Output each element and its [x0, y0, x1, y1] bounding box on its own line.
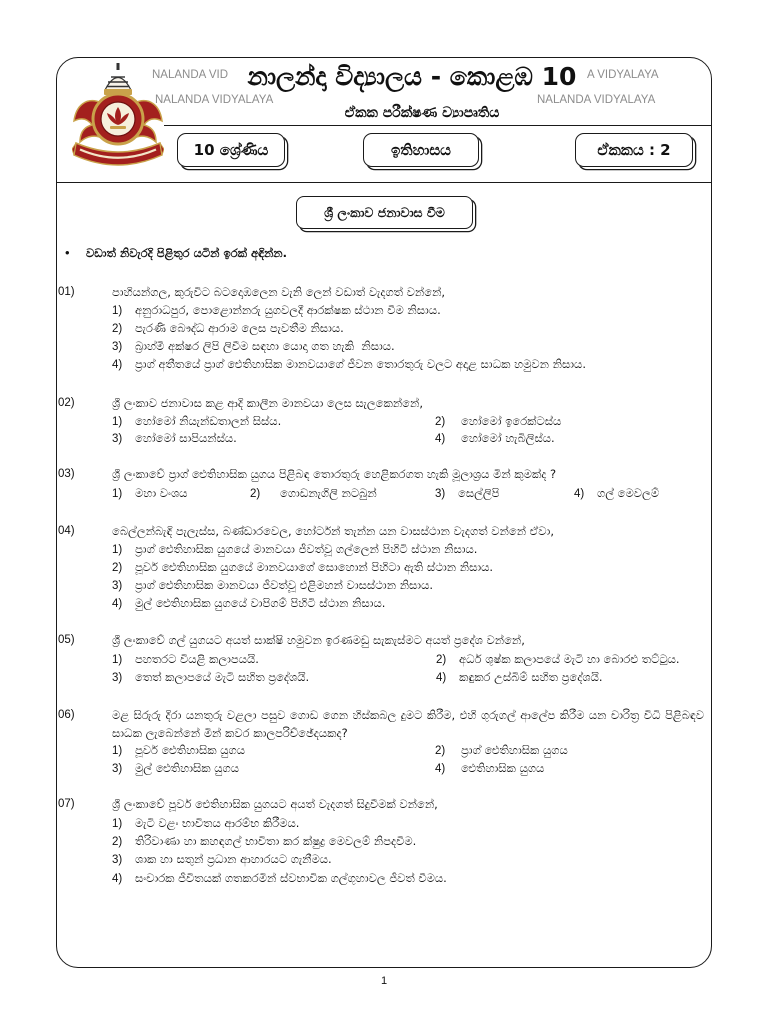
option-3 — [435, 484, 569, 502]
option-number: 2) — [250, 488, 261, 500]
watermark-text: NALANDA VIDYALAYA — [155, 94, 274, 106]
option-3 — [112, 429, 430, 447]
option-4 — [112, 869, 704, 887]
option-number: 1) — [112, 654, 123, 666]
option-3 — [112, 850, 704, 868]
option-text: අර්ධ ශුෂ්ක කලාපයේ මැටි හා බොරළු තට්ටුය. — [459, 652, 680, 666]
option-number: 1) — [112, 416, 123, 428]
option-number: 3) — [112, 580, 123, 592]
option-1 — [112, 540, 704, 558]
option-number: 2) — [112, 562, 123, 574]
option-text: මුල් ඓතිහාසික යුගයේ වාපිගම් පිහිටි ස්ථාන නිසාය. — [135, 596, 386, 610]
option-number: 3) — [112, 763, 123, 775]
option-text: ඓතිහාසික යුගය — [461, 761, 545, 775]
subject-box — [363, 133, 479, 167]
subject-label: ඉතිහාසය — [391, 141, 451, 159]
option-number: 3) — [435, 488, 446, 500]
question-number: 05) — [58, 634, 75, 646]
option-3 — [112, 759, 430, 777]
option-3 — [112, 576, 704, 594]
question-number: 01) — [58, 286, 75, 298]
option-1 — [112, 412, 430, 430]
option-1 — [112, 650, 430, 668]
option-text: ගල් මෙවලම් — [597, 486, 660, 500]
option-number: 1) — [112, 488, 123, 500]
header-subtitle-divider — [164, 125, 712, 126]
option-number: 2) — [436, 654, 447, 666]
option-number: 4) — [574, 488, 585, 500]
option-text: මහා වංශය — [135, 486, 188, 500]
option-number: 2) — [435, 745, 446, 757]
option-text: කඳුකර උස්බිම් සහිත ප්‍රදේශයි. — [459, 670, 603, 684]
option-text: ප්‍රාග් අතීතයේ ප්‍රාග් ඓතිහාසික මානවයාගේ ජීවන තොරතුරු වලට අදාළ සාධක හමුවන නිසාය. — [135, 357, 586, 371]
question-number: 07) — [58, 798, 75, 810]
option-text: පහතරට වියළි කලාපයයි. — [135, 652, 259, 666]
option-1 — [112, 301, 704, 319]
option-1 — [112, 741, 430, 759]
instruction-text: වඩාත් නිවැරදි පිළිතුර යටින් ඉරක් අඳින්න. — [86, 246, 287, 260]
option-text: සංචාරක ජීවිතයක් ගතකරමින් ස්වභාවික ගල්ගුහාවල ජීවත් වීමය. — [135, 871, 447, 885]
question-number: 02) — [58, 397, 75, 409]
option-text: ශාක හා සතුන් ප්‍රධාන ආහාරයට ගැනීමය. — [135, 852, 332, 866]
school-name-title: නාලන්දා විද්‍යාලය - කොළඹ 10 — [247, 62, 577, 91]
watermark-text: NALANDA VID — [152, 69, 229, 81]
school-crest-logo — [72, 63, 164, 167]
option-text: මුල් ඓතිහාසික යුගය — [135, 761, 240, 775]
question-text: මළ සිරුරු දිරා යනතුරු වළලා පසුව ගොඩ ගෙන හිස්කබල දුමට කිරීම, එහි ගුරුගල් ආලේප කිරීම යන චාරිත්‍ර විධි පිළිබඳව සාධක ලැබෙන්නේ මින් කවර කාලපරිච්ඡේදයකද? — [112, 708, 704, 740]
section-title: ශ්‍රී ලංකාව ජනාවාස වීම — [324, 204, 445, 220]
question-text: ශ්‍රී ලංකාව ජනාවාස කළ ආදි කාලීන මානවයා ලෙස සැලකෙන්නේ, — [112, 396, 424, 410]
option-number: 1) — [112, 305, 123, 317]
option-number: 2) — [112, 323, 123, 335]
question-number: 06) — [58, 709, 75, 721]
option-number: 4) — [435, 433, 446, 445]
option-text: ප්‍රාග් ඓතිහාසික යුගය — [461, 743, 568, 757]
unit-label: ඒකකය : 2 — [597, 141, 671, 159]
question-04 — [0, 522, 768, 612]
option-text: හෝමෝ නියැන්ඩතාලන් සිස්ය. — [135, 414, 282, 428]
option-number: 2) — [435, 416, 446, 428]
option-text: සෙල්ලිපි — [458, 486, 500, 500]
option-text: හෝමෝ සාපියන්ස්ය. — [135, 431, 237, 445]
option-2 — [112, 832, 704, 850]
option-number: 1) — [112, 745, 123, 757]
option-number: 4) — [112, 598, 123, 610]
question-text: ශ්‍රී ලංකාවේ ප්‍රාග් ඓතිහාසික යුගය පිළිබඳ තොරතුරු හෙළිකරගත හැකි මූලාශ්‍රය මින් කුමක්ද ? — [112, 467, 557, 481]
option-4 — [112, 355, 704, 373]
option-text: පැරණි බෞද්ධ ආරාම ලෙස පැවතීම නිසාය. — [135, 321, 344, 335]
option-4 — [435, 759, 703, 777]
option-text: තිරිවාණා හා කහඳගල් භාවිතා කර ක්ෂුද්‍ර මෙවලම් නිපදවීම. — [135, 834, 417, 848]
option-text: හෝමෝ ඉරෙක්ටස්ය — [461, 414, 562, 428]
question-03 — [0, 465, 768, 502]
section-title-box — [296, 196, 473, 229]
option-1 — [112, 484, 246, 502]
question-05 — [0, 631, 768, 686]
question-text: පාහියන්ගල, කුරුවිට බටදොඹලෙන වැනි ලෙන් වඩාත් වැදගත් වන්නේ, — [112, 285, 446, 299]
bullet-icon: • — [65, 245, 70, 260]
page-number: 1 — [380, 975, 388, 987]
option-2 — [112, 558, 704, 576]
option-number: 3) — [112, 854, 123, 866]
question-06 — [0, 706, 768, 777]
option-number: 4) — [112, 359, 123, 371]
grade-box — [177, 133, 285, 167]
option-2 — [436, 650, 704, 668]
option-text: අනුරාධපුර, පොළොන්නරු යුගවලදී ආරක්ෂක ස්ථාන වීම නිසාය. — [135, 303, 441, 317]
question-text: බෙල්ලන්බැඳි පැලැස්ස, බණ්ඩාරවෙල, හෝර්ටන් තැන්න යන වාසස්ථාන වැදගත් වන්නේ ඒවා, — [112, 524, 554, 538]
question-number: 03) — [58, 468, 75, 480]
option-text: හෝමෝ හැබිලිස්ය. — [461, 431, 555, 445]
option-2 — [250, 484, 430, 502]
watermark-text: NALANDA VIDYALAYA — [537, 94, 656, 106]
option-4 — [435, 429, 703, 447]
grade-label: 10 ශ්‍රේණිය — [193, 141, 269, 159]
question-01 — [0, 283, 768, 373]
option-text: ප්‍රාග් ඓතිහාසික මානවයා ජීවත්වූ එළිමහන් වාසස්ථාන නිසාය. — [135, 578, 434, 592]
question-02 — [0, 394, 768, 448]
question-number: 04) — [58, 525, 75, 537]
option-text: පූර්ව ඓතිහාසික යුගයේ මානවයාගේ සොහොන් පිහිටා ඇති ස්ථාන නිසාය. — [135, 560, 494, 574]
option-number: 1) — [112, 544, 123, 556]
header-divider — [56, 182, 712, 183]
exam-subtitle: ඒකක පරීක්ෂණ ව්‍යාපෘතිය — [344, 105, 500, 121]
question-text: ශ්‍රී ලංකාවේ ගල් යුගයට අයත් සාක්ෂි හමුවන ඉරණමඩු සැකැස්මට අයත් ප්‍රදේශ වන්නේ, — [112, 633, 525, 647]
option-1 — [112, 814, 704, 832]
question-text: ශ්‍රී ලංකාවේ පූර්ව ඓතිහාසික යුගයට අයත් වැදගත් සිදුවීමක් වන්නේ, — [112, 797, 438, 811]
option-number: 4) — [112, 873, 123, 885]
option-3 — [112, 337, 704, 355]
question-07 — [0, 795, 768, 887]
option-4 — [574, 484, 704, 502]
option-text: ප්‍රාග් ඓතිහාසික යුගයේ මානවයා ජීවත්වූ ගල්ලෙන් පිහිටි ස්ථාන නිසාය. — [135, 542, 478, 556]
instruction-line — [0, 244, 768, 262]
option-4 — [112, 594, 704, 612]
option-2 — [112, 319, 704, 337]
option-number: 3) — [112, 341, 123, 353]
option-number: 1) — [112, 818, 123, 830]
watermark-text: A VIDYALAYA — [587, 69, 659, 81]
option-number: 4) — [435, 763, 446, 775]
option-text: පූර්ව ඓතිහාසික යුගය — [135, 743, 245, 757]
option-number: 4) — [436, 672, 447, 684]
option-text: ගොඩනැගිලි නටබුන් — [280, 486, 377, 500]
option-number: 3) — [112, 672, 123, 684]
option-4 — [436, 668, 704, 686]
option-3 — [112, 668, 430, 686]
option-text: තෙත් කලාපයේ මැටි සහිත ප්‍රදේශයි. — [135, 670, 310, 684]
option-number: 3) — [112, 433, 123, 445]
option-2 — [435, 412, 703, 430]
option-number: 2) — [112, 836, 123, 848]
option-text: මැටි වළං භාවිතය ආරම්භ කිරීමය. — [135, 816, 300, 830]
option-2 — [435, 741, 703, 759]
option-text: බ්‍රාහ්මී අක්ෂර ලිපි ලිවීම සඳහා යොදා ගත හැකි නිසාය. — [135, 339, 395, 353]
unit-box — [575, 133, 693, 167]
